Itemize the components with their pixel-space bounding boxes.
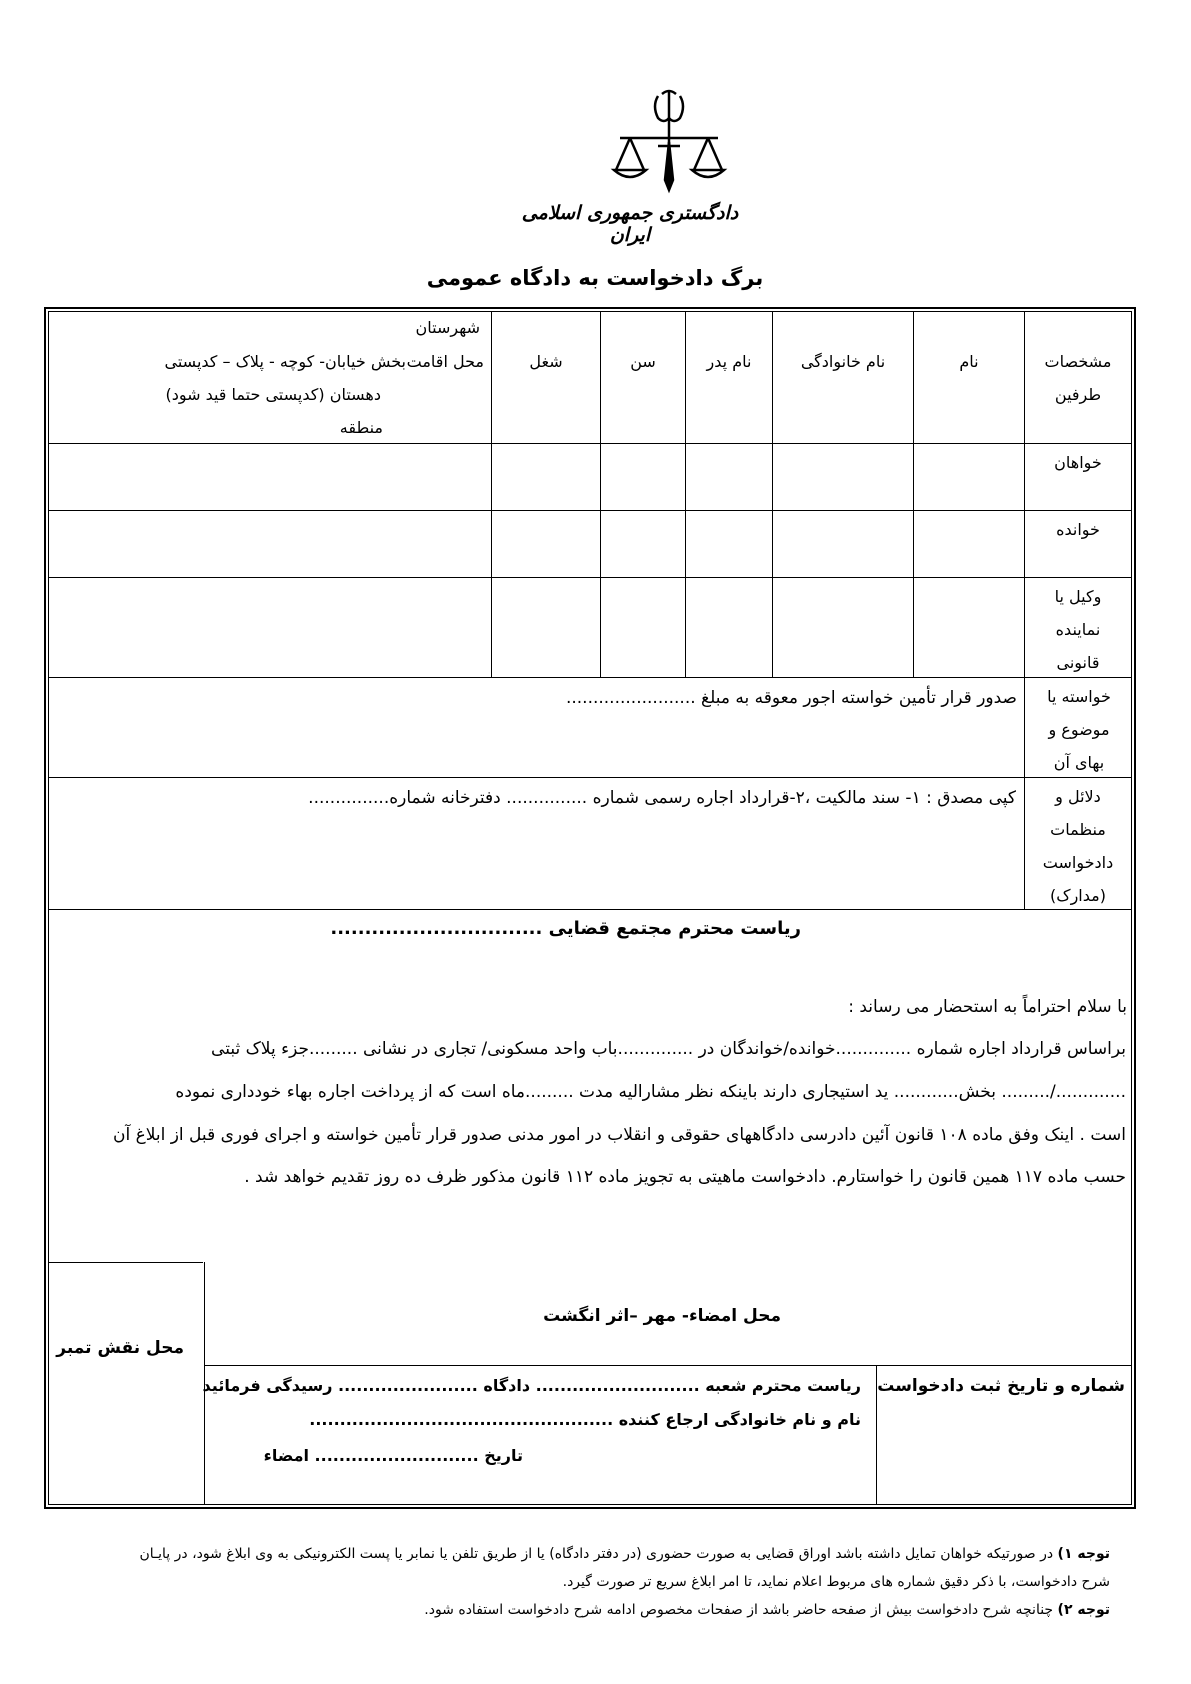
iran-judiciary-emblem-icon bbox=[608, 86, 730, 198]
divider bbox=[48, 777, 1132, 778]
column-age: سن bbox=[630, 352, 656, 371]
form-title: برگ دادخواست به دادگاه عمومی bbox=[426, 266, 764, 290]
divider bbox=[48, 443, 1132, 444]
note-1 bbox=[80, 1540, 1110, 1568]
note-2-text: چنانچه شرح دادخواست بیش از صفحه حاضر باشد از صفحات مخصوص ادامه شرح دادخواست استفاده شود. bbox=[424, 1602, 1054, 1618]
column-name: نام bbox=[959, 352, 979, 371]
column-family-name: نام خانوادگی bbox=[800, 352, 886, 371]
request-text: صدور قرار تأمین خواسته اجور معوقه به مبلغ ........................ bbox=[565, 688, 1017, 708]
row-attorney: وکیل یا نماینده قانونی bbox=[1054, 587, 1102, 672]
divider bbox=[48, 1262, 203, 1263]
note-2-label: توجه ۲) bbox=[1057, 1602, 1110, 1618]
evidence-text: کپی مصدق : ۱- سند مالکیت ،۲-قرارداد اجاره رسمی شماره ............... دفترخانه شماره............... bbox=[308, 788, 1016, 808]
column-residence: محل اقامت bbox=[406, 352, 484, 371]
evidence-label: دلائل و منظمات دادخواست (مدارک) bbox=[1042, 787, 1114, 905]
column-father-name: نام پدر bbox=[706, 352, 752, 371]
note-1-text: در صورتیکه خواهان تمایل داشته باشد اوراق قضایی به صورت حضوری (در دفتر دادگاه) یا از طریق تلفن یا نمابر یا پست الکترونیکی به وی ابلاغ شود، در پایـان bbox=[139, 1546, 1054, 1562]
stamp-area-label: محل نقش تمبر bbox=[56, 1338, 184, 1358]
divider bbox=[204, 1365, 1132, 1366]
letter-line: ............./......... بخش............ ید استیجاری دارند باینکه نظر مشارالیه مدت .........ماه است که از پرداخت اجاره بهاء خودداری نموده bbox=[175, 1082, 1126, 1102]
residence-district: دهستان (کدپستی حتما قید شود) bbox=[165, 385, 381, 404]
residence-region: منطقه bbox=[339, 418, 383, 437]
divider bbox=[48, 909, 1132, 910]
column-job: شغل bbox=[529, 352, 563, 371]
judiciary-motto: دادگستری جمهوری اسلامی ایران bbox=[521, 202, 739, 246]
row-plaintiff: خواهان bbox=[1054, 453, 1102, 472]
divider bbox=[48, 510, 1132, 511]
letter-line: براساس قرارداد اجاره شماره ..............خوانده/خواندگان در ..............باب واحد مسکونی/ تجاری در نشانی .........جزء پلاک ثبتی bbox=[211, 1039, 1126, 1059]
signature-area-label: محل امضاء- مهر –اثر انگشت bbox=[543, 1306, 781, 1326]
request-label: خواسته یا موضوع و بهای آن bbox=[1047, 687, 1111, 772]
letter-line: است . اینک وفق ماده ۱۰۸ قانون آئین دادرسی دادگاههای حقوقی و انقلاب در امور مدنی صدور قرار تأمین خواسته و اجرای فوری قبل از ابلاغ آن bbox=[112, 1125, 1126, 1145]
residence-city: شهرستان bbox=[415, 318, 480, 337]
letter-addressee: ریاست محترم مجتمع قضایی ............................... bbox=[330, 918, 801, 939]
parties-header-label: مشخصات طرفین bbox=[1044, 352, 1112, 404]
divider bbox=[1024, 311, 1025, 909]
registration-label: شماره و تاریخ ثبت دادخواست bbox=[877, 1376, 1125, 1396]
referral-line-1: ریاست محترم شعبه ........................... دادگاه ....................... رسیدگی فرمائید bbox=[202, 1376, 861, 1395]
letter-greeting: با سلام احتراماً به استحضار می رساند : bbox=[848, 997, 1127, 1017]
referral-line-3: تاریخ ........................... امضاء bbox=[263, 1446, 523, 1465]
residence-address-fields: بخش خیابان- کوچه - پلاک – کدپستی bbox=[164, 352, 406, 371]
letter-line: حسب ماده ۱۱۷ همین قانون را خواستارم. دادخواست ماهیتی به تجویز ماده ۱۱۲ قانون مذکور ظرف ده روز تقدیم خواهد شد . bbox=[244, 1167, 1126, 1187]
divider bbox=[48, 577, 1132, 578]
note-1-continued: شرح دادخواست، با ذکر دقیق شماره های مربوط اعلام نماید، تا امر ابلاغ سریع تر صورت گیرد. bbox=[562, 1574, 1110, 1590]
row-defendant: خوانده bbox=[1056, 520, 1100, 539]
divider bbox=[48, 677, 1132, 678]
note-1-label: توجه ۱) bbox=[1057, 1546, 1110, 1562]
footnotes bbox=[80, 1540, 1110, 1624]
note-2 bbox=[80, 1596, 1110, 1624]
referral-line-2: نام و نام خانوادگی ارجاع کننده .................................................. bbox=[309, 1410, 861, 1429]
